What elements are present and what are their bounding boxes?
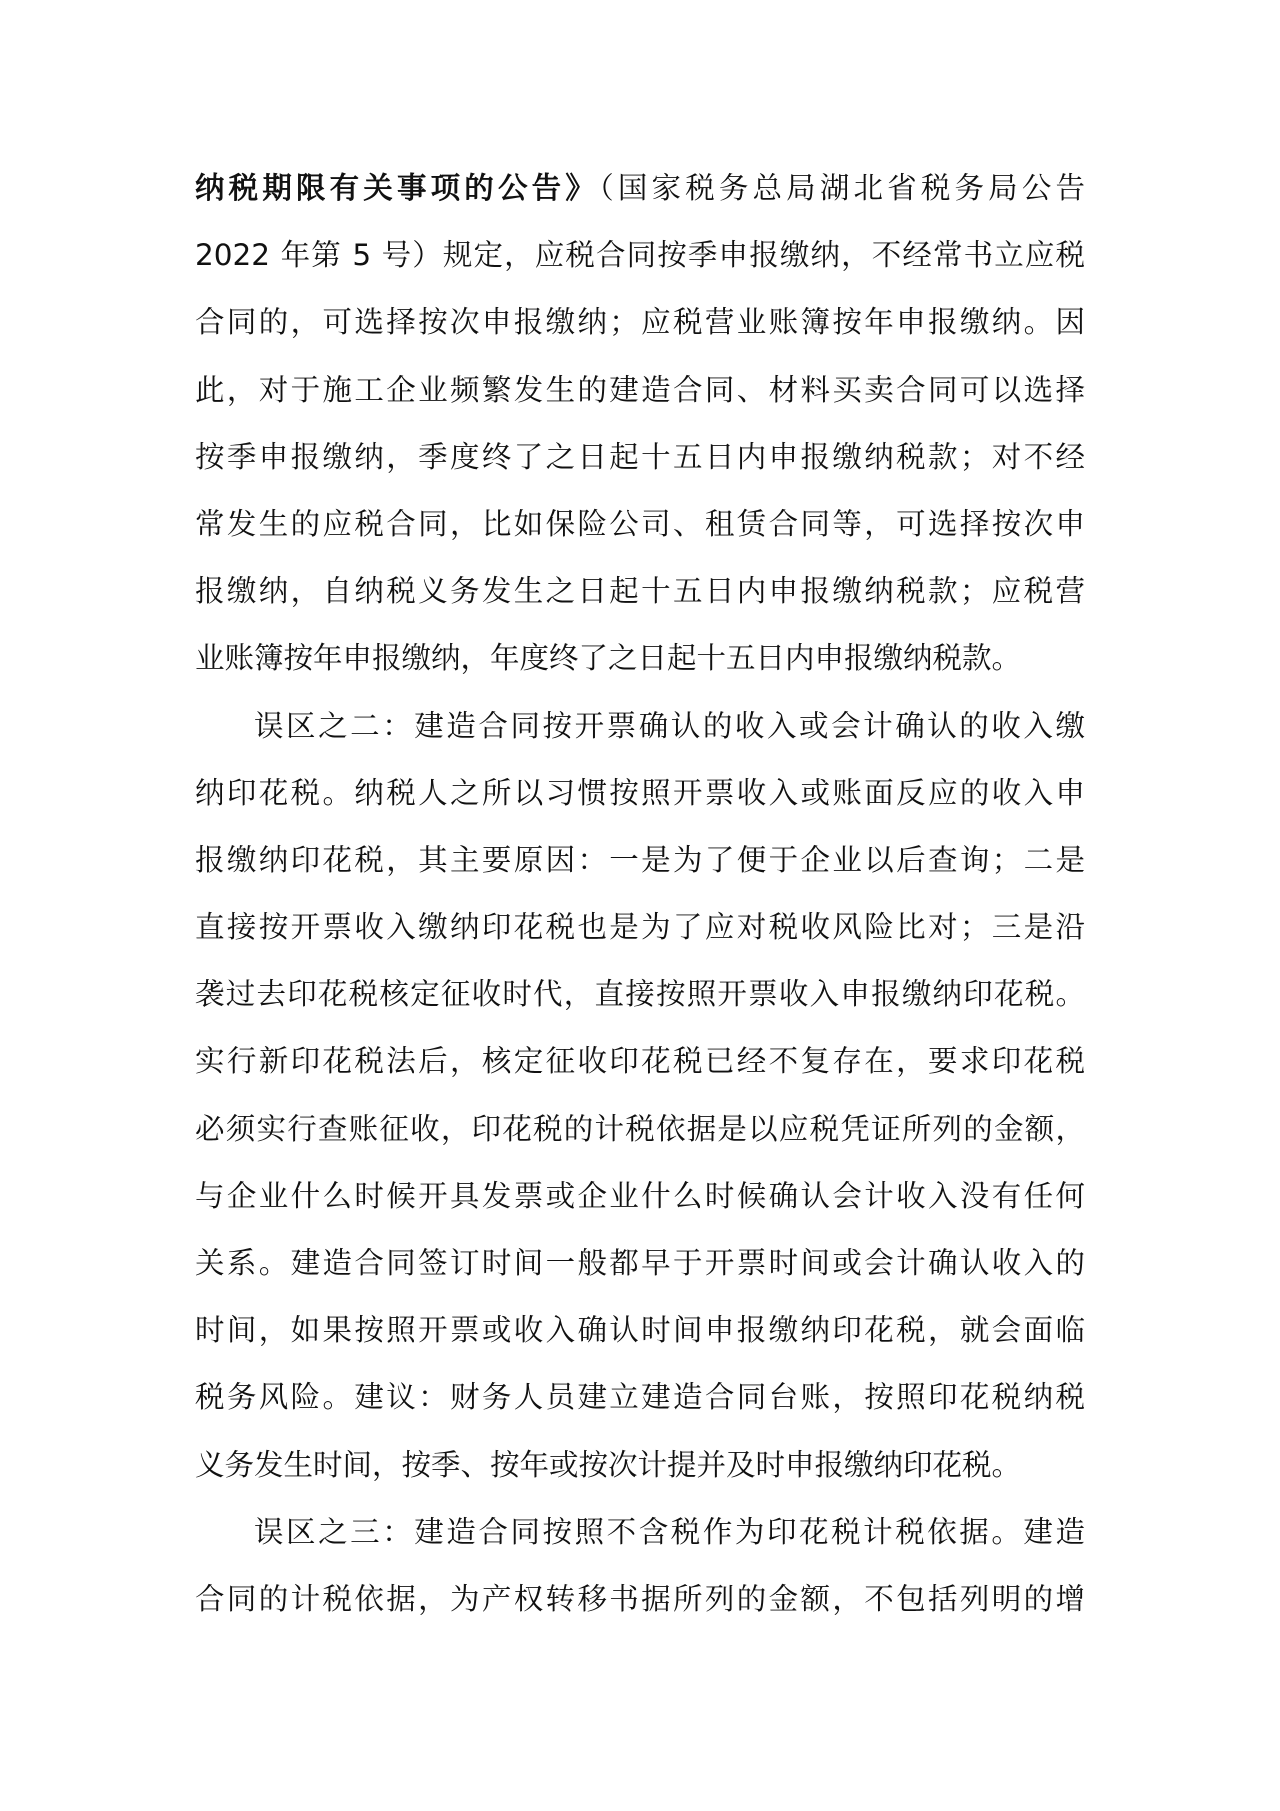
paragraph-intro-line: 常发生的应税合同，比如保险公司、租赁合同等，可选择按次申 xyxy=(195,506,1085,541)
section2-line: 税务风险。建议：财务人员建立建造合同台账，按照印花税纳税 xyxy=(195,1380,1085,1415)
announcement-title: 纳税期限有关事项的公告》 xyxy=(195,171,599,205)
paragraph-intro-line: 此，对于施工企业频繁发生的建造合同、材料买卖合同可以选择 xyxy=(195,372,1085,407)
paragraph-intro-line: 2022 年第 5 号）规定，应税合同按季申报缴纳，不经常书立应税 xyxy=(195,238,1085,273)
section2-line: 义务发生时间，按季、按年或按次计提并及时申报缴纳印花税。 xyxy=(195,1447,1022,1482)
section2-line: 关系。建造合同签订时间一般都早于开票时间或会计确认收入的 xyxy=(195,1246,1085,1280)
section3-heading-line: 误区之三：建造合同按照不含税作为印花税计税依据。建造 xyxy=(254,1514,1085,1549)
section2-heading-line: 误区之二：建造合同按开票确认的收入或会计确认的收入缴 xyxy=(254,708,1085,743)
body-text xyxy=(195,162,1085,1640)
paragraph-intro-line-1 xyxy=(195,162,1085,229)
announcement-source: （国家税务总局湖北省税务局公告 xyxy=(598,171,1085,205)
paragraph-intro-line: 业账簿按年申报缴纳，年度终了之日起十五日内申报缴纳税款。 xyxy=(195,641,1022,676)
section3-line: 合同的计税依据，为产权转移书据所列的金额，不包括列明的增 xyxy=(195,1581,1085,1616)
section2-line: 时间，如果按照开票或收入确认时间申报缴纳印花税，就会面临 xyxy=(195,1313,1085,1348)
section2-line: 报缴纳印花税，其主要原因：一是为了便于企业以后查询；二是 xyxy=(195,842,1085,877)
paragraph-intro-line: 报缴纳，自纳税义务发生之日起十五日内申报缴纳税款；应税营 xyxy=(195,574,1085,609)
section2-line: 纳印花税。纳税人之所以习惯按照开票收入或账面反应的收入申 xyxy=(195,775,1085,810)
section2-line: 直接按开票收入缴纳印花税也是为了应对税收风险比对；三是沿 xyxy=(195,910,1085,945)
section2-line: 实行新印花税法后，核定征收印花税已经不复存在，要求印花税 xyxy=(195,1044,1085,1079)
paragraph-intro-line: 合同的，可选择按次申报缴纳；应税营业账簿按年申报缴纳。因 xyxy=(195,305,1085,340)
section2-line: 必须实行查账征收，印花税的计税依据是以应税凭证所列的金额， xyxy=(195,1111,1085,1146)
section2-line: 袭过去印花税核定征收时代，直接按照开票收入申报缴纳印花税。 xyxy=(195,977,1085,1012)
paragraph-intro-line: 按季申报缴纳，季度终了之日起十五日内申报缴纳税款；对不经 xyxy=(195,439,1085,474)
section2-line: 与企业什么时候开具发票或企业什么时候确认会计收入没有任何 xyxy=(195,1178,1085,1213)
